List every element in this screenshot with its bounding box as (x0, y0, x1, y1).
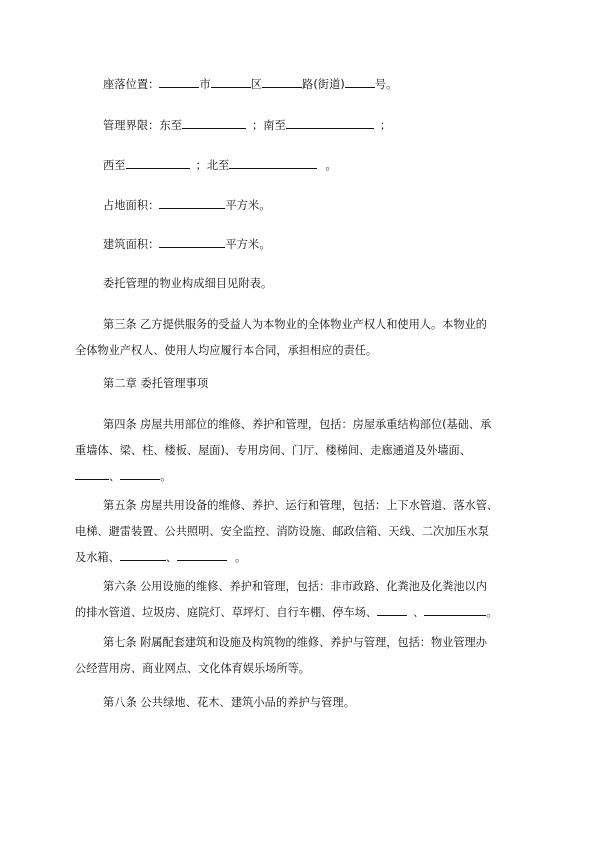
article-7 (75, 630, 521, 682)
article-6 (75, 574, 521, 626)
article-3-row-2: 全体物业产权人、使用人均应履行本合同，承担相应的责任。 (75, 344, 378, 357)
article-5-row-1: 第五条 房屋共用设备的维修、养护、运行和管理，包括：上下水管道、落水管、 (103, 499, 499, 512)
article-8: 第八条 公共绿地、花木、建筑小品的养护与管理。 (103, 696, 355, 709)
article-5-sep: 、 (165, 551, 177, 564)
land-area-blank (159, 197, 225, 209)
west-blank (126, 157, 190, 169)
location-line (103, 76, 397, 93)
boundary2-end: 。 (325, 159, 337, 172)
article-4-blank-2 (120, 468, 160, 480)
article-7-row-2: 公经营用房、商业网点、文化体育娱乐场所等。 (75, 662, 310, 675)
north-label: ；北至 (195, 159, 230, 172)
boundary-line-2 (103, 157, 337, 174)
south-label: ；南至 (252, 119, 286, 132)
east-blank (182, 117, 246, 129)
article-6-sep: 、 (413, 606, 425, 619)
land-area-unit: 平方米。 (225, 199, 271, 212)
number-blank (345, 76, 375, 88)
boundary-line-1 (103, 117, 391, 134)
north-blank (229, 157, 317, 169)
article-4-row-3 (75, 464, 521, 490)
article-5-row-2: 电梯、避雷装置、公共照明、安全监控、消防设施、邮政信箱、天线、二次加压水泵 (75, 525, 489, 538)
appendix-note: 委托管理的物业构成细目见附表。 (103, 277, 273, 290)
location-label: 座落位置： (103, 78, 160, 91)
article-5-row-3-start: 及水箱、 (75, 551, 120, 564)
article-4-blank-1 (75, 468, 109, 480)
article-6-blank-2 (424, 604, 486, 616)
article-4-row-1: 第四条 房屋共用部位的维修、养护和管理，包括：房屋承重结构部位(基础、承 (103, 418, 492, 431)
district-blank (211, 76, 251, 88)
west-label: 西至 (103, 159, 126, 172)
article-5 (75, 493, 521, 571)
article-6-row-2-start: 的排水管道、垃圾房、庭院灯、草坪灯、自行车棚、停车场、 (75, 606, 378, 619)
building-area-label: 建筑面积： (103, 238, 160, 251)
article-4-row-2: 重墙体、梁、柱、楼板、屋面)、专用房间、门厅、楼梯间、走廊通道及外墙面、 (75, 444, 471, 457)
article-6-blank-1 (377, 604, 407, 616)
land-area-line (103, 197, 271, 214)
article-3-row-1: 第三条 乙方提供服务的受益人为本物业的全体物业产权人和使用人。本物业的 (103, 318, 487, 331)
land-area-label: 占地面积： (103, 199, 160, 212)
article-4 (75, 412, 521, 490)
south-blank (286, 117, 374, 129)
district-suffix: 区 (250, 78, 263, 91)
road-suffix: 路(街道) (302, 78, 345, 91)
article-6-end: 。 (486, 606, 498, 619)
article-7-row-1: 第七条 附属配套建筑和设施及构筑物的维修、养护与管理，包括：物业管理办 (103, 636, 487, 649)
article-5-blank-2 (177, 549, 227, 561)
article-6-row-1: 第六条 公用设施的维修、养护和管理，包括：非市政路、化粪池及化粪池以内 (103, 580, 487, 593)
building-area-line (103, 236, 271, 253)
article-6-row-2 (75, 600, 521, 626)
city-blank (159, 76, 199, 88)
boundary1-end: ； (379, 119, 392, 132)
article-4-end: 。 (160, 470, 172, 483)
city-suffix: 市 (199, 78, 211, 91)
building-area-blank (159, 236, 225, 248)
boundary-label: 管理界限：东至 (103, 119, 183, 132)
article-5-blank-1 (120, 549, 166, 561)
building-area-unit: 平方米。 (225, 238, 271, 251)
road-blank (262, 76, 302, 88)
number-suffix: 号。 (374, 78, 398, 91)
chapter-2-heading: 第二章 委托管理事项 (103, 377, 209, 390)
article-3 (75, 312, 521, 364)
article-5-end: 。 (234, 551, 247, 564)
article-4-sep: 、 (109, 470, 121, 483)
article-5-row-3 (75, 545, 521, 571)
